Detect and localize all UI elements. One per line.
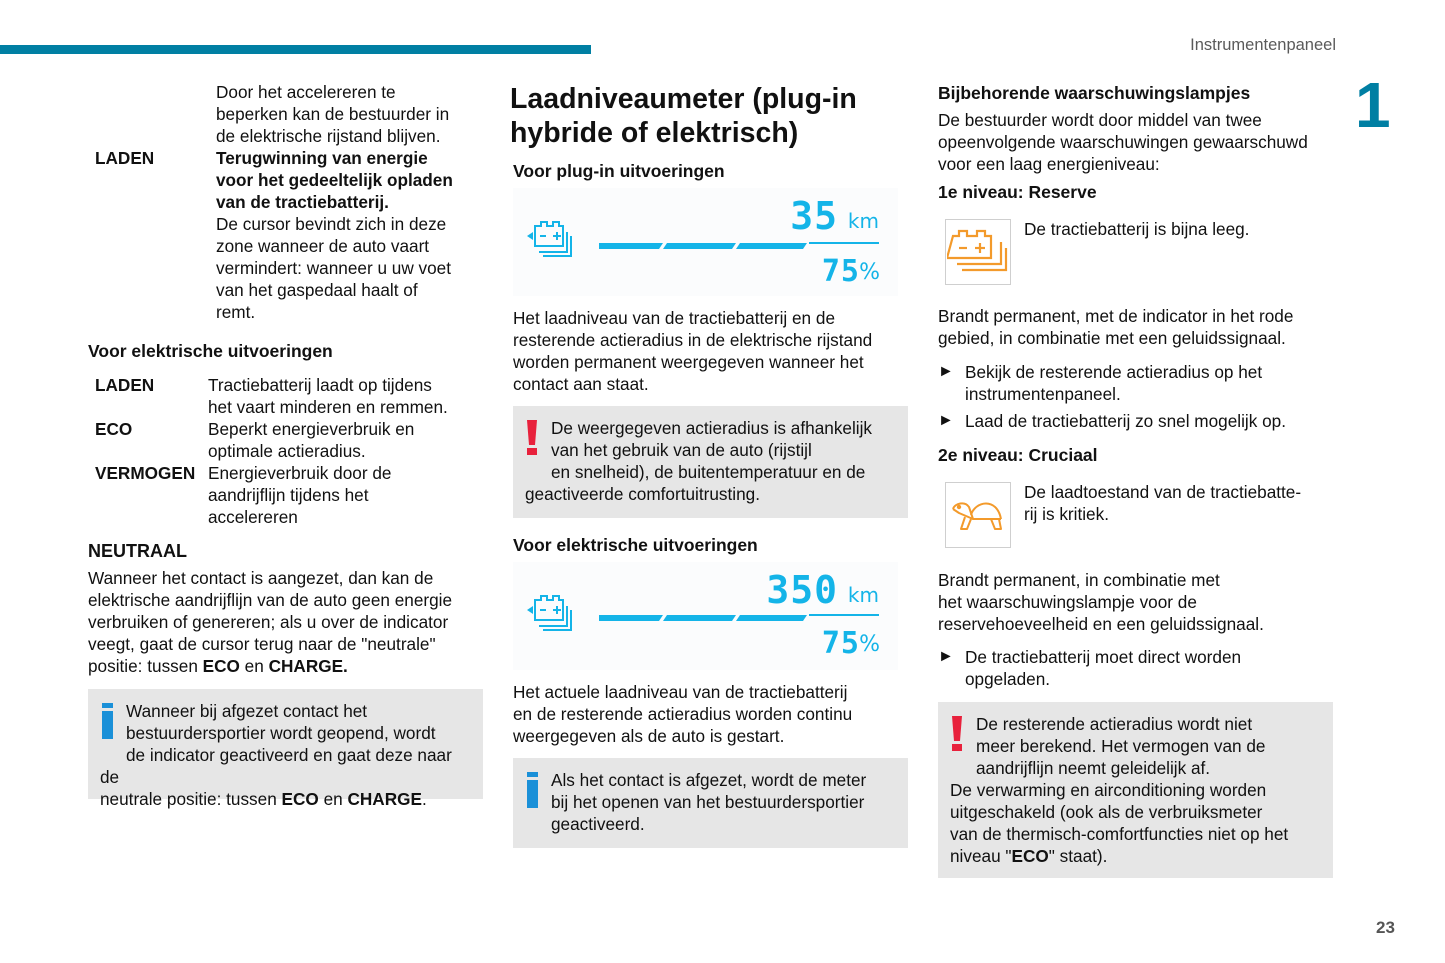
warning-lamps-heading: Bijbehorende waarschuwingslampjes (938, 83, 1251, 103)
info-note: Wanneer bij afgezet contact het bestuurdersportier wordt geopend, wordt de indicator geactiveerd en gaat deze naar de neutrale positie: tussen ECO en CHARGE. (88, 689, 483, 799)
electric-heading: Voor elektrische uitvoeringen (88, 341, 333, 361)
level1-lamp-text: De tractiebatterij is bijna leeg. (1024, 219, 1250, 239)
chapter-number: 1 (1355, 69, 1391, 141)
def-vermogen: Energieverbruik door de aandrijflijn tijdens het accelereren (208, 463, 392, 527)
electric-description: Het actuele laadniveau van de tractiebatterij en de resterende actieradius worden continu weergegeven als de auto is gestart. (513, 682, 853, 746)
warning-lamps-intro: De bestuurder wordt door middel van twee opeenvolgende waarschuwingen gewaarschuwd voor een laag energieniveau: (938, 110, 1308, 174)
plugin-description: Het laadniveau van de tractiebatterij en de resterende actieradius in de elektrische rijstand worden permanent weergegeven wanneer het contact aan staat. (513, 308, 873, 394)
battery-icon (525, 218, 575, 266)
term-laden: LADEN (95, 375, 155, 395)
def-laden: Tractiebatterij laadt op tijdens het vaart minderen en remmen. (208, 375, 448, 417)
arrow-right-icon: ► (938, 412, 954, 429)
percent-unit: % (859, 260, 880, 285)
def-eco: Beperkt energieverbruik en optimale actieradius. (208, 419, 415, 461)
level2-heading: 2e niveau: Cruciaal (938, 445, 1098, 465)
level2-lamp (945, 482, 1011, 548)
electric-charge-gauge (513, 562, 898, 670)
section-title: Laadniveaumeter (plug-in hybride of elektrisch) (510, 83, 857, 149)
intro-text: Door het accelereren te beperken kan de bestuurder in de elektrische rijstand blijven. (216, 82, 450, 146)
plugin-heading: Voor plug-in uitvoeringen (513, 161, 725, 181)
warning-note: De resterende actieradius wordt niet meer berekend. Het vermogen van de aandrijflijn neemt geleidelijk af. De verwarming en airconditioning worden uitgeschakeld (ook als de verbruiksmeter van de thermisch-comfortfuncties niet op het niveau "ECO" staat). (938, 702, 1333, 878)
range-unit: km (847, 209, 879, 233)
range-value: 35 (790, 194, 838, 238)
percent-value: 75 (821, 254, 860, 289)
arrow-right-icon: ► (938, 648, 954, 665)
level1-description: Brandt permanent, met de indicator in het rode gebied, in combinatie met een geluidssignaal. (938, 306, 1294, 348)
warning-note: De weergegeven actieradius is afhankelijk van het gebruik van de auto (rijstijl en snelheid), de buitentemperatuur en de geactiveerde comfortuitrusting. (513, 406, 908, 518)
charge-level-bar (599, 612, 881, 622)
term-vermogen: VERMOGEN (95, 463, 196, 483)
warning-icon (525, 420, 545, 462)
laden-term: LADEN (95, 148, 155, 168)
percent-unit: % (859, 632, 880, 657)
neutral-heading: NEUTRAAL (88, 541, 187, 561)
running-title: Instrumentenpaneel (1190, 36, 1336, 54)
level2-description: Brandt permanent, in combinatie met het waarschuwingslampje voor de reservehoeveelheid en een geluidssignaal. (938, 570, 1264, 634)
neutral-text: Wanneer het contact is aangezet, dan kan de elektrische aandrijflijn van de auto geen energie verbruiken of genereren; als u over de indicator veegt, gaat de cursor terug naar de "neutrale" positie: tussen ECO en CHARGE. (88, 568, 453, 676)
list-item: ► Bekijk de resterende actieradius op het instrumentenpaneel. (938, 362, 1263, 404)
arrow-right-icon: ► (938, 363, 954, 380)
term-eco: ECO (95, 419, 133, 439)
level1-heading: 1e niveau: Reserve (938, 182, 1097, 202)
turtle-icon (949, 495, 1007, 535)
plugin-charge-gauge (513, 188, 898, 296)
electric-definition-list (88, 374, 488, 528)
battery-warning-icon (947, 228, 1009, 276)
warning-icon (950, 716, 970, 758)
page-number: 23 (1376, 918, 1395, 937)
header-accent-bar (0, 45, 591, 54)
range-unit: km (847, 583, 879, 607)
list-item: ► Laad de tractiebatterij zo snel mogelijk op. (938, 411, 1287, 431)
level2-lamp-text: De laadtoestand van de tractiebatte- rij is kritiek. (1024, 482, 1302, 524)
laden-definition: Terugwinning van energie voor het gedeeltelijk opladen van de tractiebatterij. De cursor bevindt zich in deze zone wanneer de auto vaart vermindert: wanneer u uw voet van het gaspedaal haalt of remt. (216, 148, 453, 322)
info-icon (525, 772, 545, 814)
level1-actions (938, 361, 1334, 432)
list-item: ► De tractiebatterij moet direct worden opgeladen. (938, 647, 1242, 689)
level1-lamp (945, 219, 1011, 285)
charge-level-bar (599, 240, 881, 250)
info-icon (100, 703, 120, 745)
range-value: 350 (766, 568, 838, 612)
info-note: Als het contact is afgezet, wordt de meter bij het openen van het bestuurdersportier geactiveerd. (513, 758, 908, 848)
electric-heading: Voor elektrische uitvoeringen (513, 535, 758, 555)
battery-icon (525, 592, 575, 640)
level2-actions (938, 646, 1334, 690)
percent-value: 75 (821, 626, 860, 661)
